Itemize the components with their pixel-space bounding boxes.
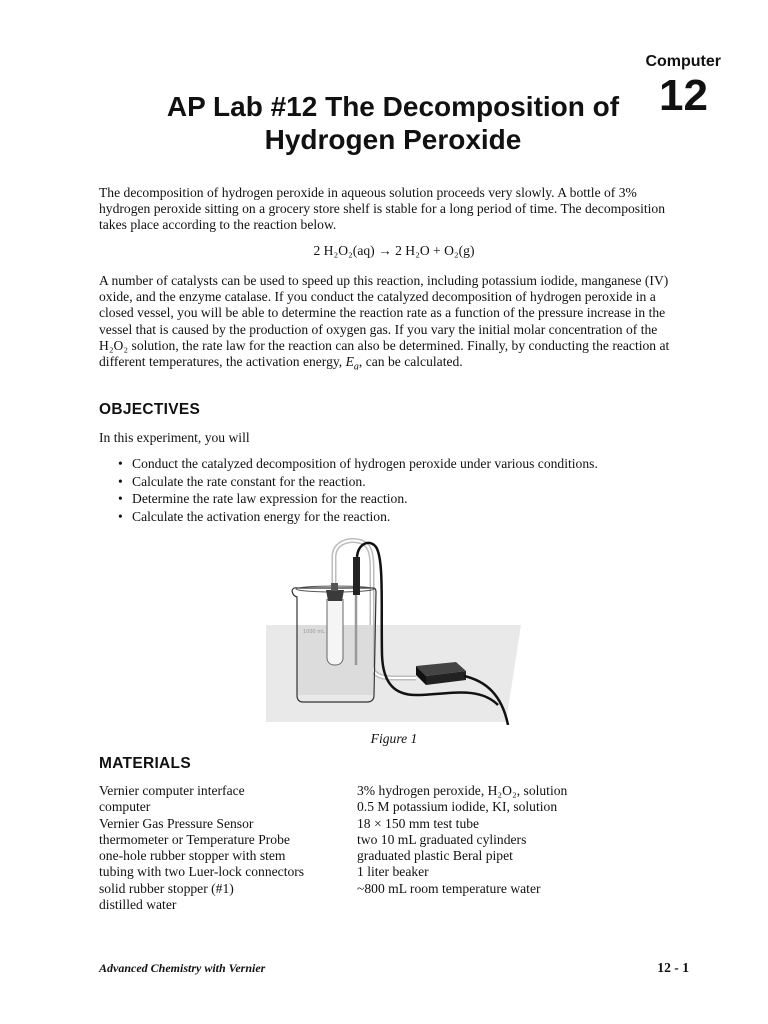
catalyst-paragraph [99, 273, 689, 376]
apparatus-figure [266, 535, 521, 725]
objectives-intro: In this experiment, you will [99, 430, 250, 445]
material-item: 3% hydrogen peroxide, H₂O₂, solution [357, 783, 568, 798]
material-item: distilled water [99, 897, 177, 913]
intro-paragraph: The decomposition of hydrogen peroxide in aqueous solution proceeds very slowly. A bottle of 3% hydrogen peroxide sitting on a grocery store shelf is stable for a long period of time. The decomposition takes place according to the reaction below. [99, 185, 666, 233]
material-item: two 10 mL graduated cylinders [357, 831, 527, 847]
materials-heading: MATERIALS [99, 755, 191, 772]
reaction-equation: 2 H₂O₂(aq) → 2 H₂O + O₂(g) [313, 243, 475, 258]
material-item: solid rubber stopper (#1) [99, 880, 234, 896]
title-line-1: AP Lab #12 The Decomposition of [166, 91, 620, 122]
material-item: graduated plastic Beral pipet [357, 848, 513, 864]
footer-page-number: 12 - 1 [657, 960, 689, 975]
svg-text:1000 mL: 1000 mL [303, 629, 325, 635]
material-item: computer [99, 799, 151, 815]
objective-item: • Calculate the rate constant for the reaction. [118, 473, 598, 491]
figure-caption: Figure 1 [370, 731, 418, 746]
material-item: 18 × 150 mm test tube [357, 815, 480, 831]
title-line-2: Hydrogen Peroxide [264, 124, 522, 155]
formula-h2o2: H₂O₂ [99, 337, 129, 353]
materials-list-left [99, 783, 304, 913]
materials-list-right [357, 783, 567, 897]
objective-item: • Calculate the activation energy for the reaction. [118, 508, 598, 526]
activation-energy-subscript: a [353, 361, 359, 373]
material-item: Vernier Gas Pressure Sensor [99, 815, 254, 831]
activation-energy-symbol: E [345, 354, 354, 370]
material-item: tubing with two Luer-lock connectors [99, 864, 305, 880]
material-item: one-hole rubber stopper with stem [99, 848, 286, 864]
material-item: ~800 mL room temperature water [357, 880, 541, 896]
material-item: thermometer or Temperature Probe [99, 831, 290, 847]
chapter-number: 12 [659, 71, 708, 120]
rubber-stopper [326, 590, 344, 601]
material-item: Vernier computer interface [99, 783, 245, 798]
objectives-list [118, 455, 598, 525]
material-item: 0.5 M potassium iodide, KI, solution [357, 799, 558, 815]
objective-item: • Determine the rate law expression for the reaction. [118, 490, 598, 508]
catalyst-text-2: solution, the rate law for the reaction can also be determined. Finally, by conducting the reaction at different temperatures, the activation energy, [99, 337, 670, 370]
objectives-heading: OBJECTIVES [99, 401, 201, 418]
objective-item: • Conduct the catalyzed decomposition of hydrogen peroxide under various conditions. [118, 455, 598, 473]
footer-book-title: Advanced Chemistry with Vernier [99, 961, 266, 975]
page-title [130, 90, 656, 156]
catalyst-text-1: A number of catalysts can be used to speed up this reaction, including potassium iodide, manganese (IV) oxide, and the enzyme catalase. If you conduct the catalyzed decomposition of hydrogen peroxide in a closed vessel, you will be able to determine the reaction rate as a function of the pressure increase in the vessel that is caused by the production of oxygen gas. If you vary the initial molar concentration of the [99, 273, 669, 337]
catalyst-text-3: , can be calculated. [358, 354, 463, 370]
material-item: 1 liter beaker [357, 864, 429, 880]
chapter-label: Computer [645, 53, 721, 70]
